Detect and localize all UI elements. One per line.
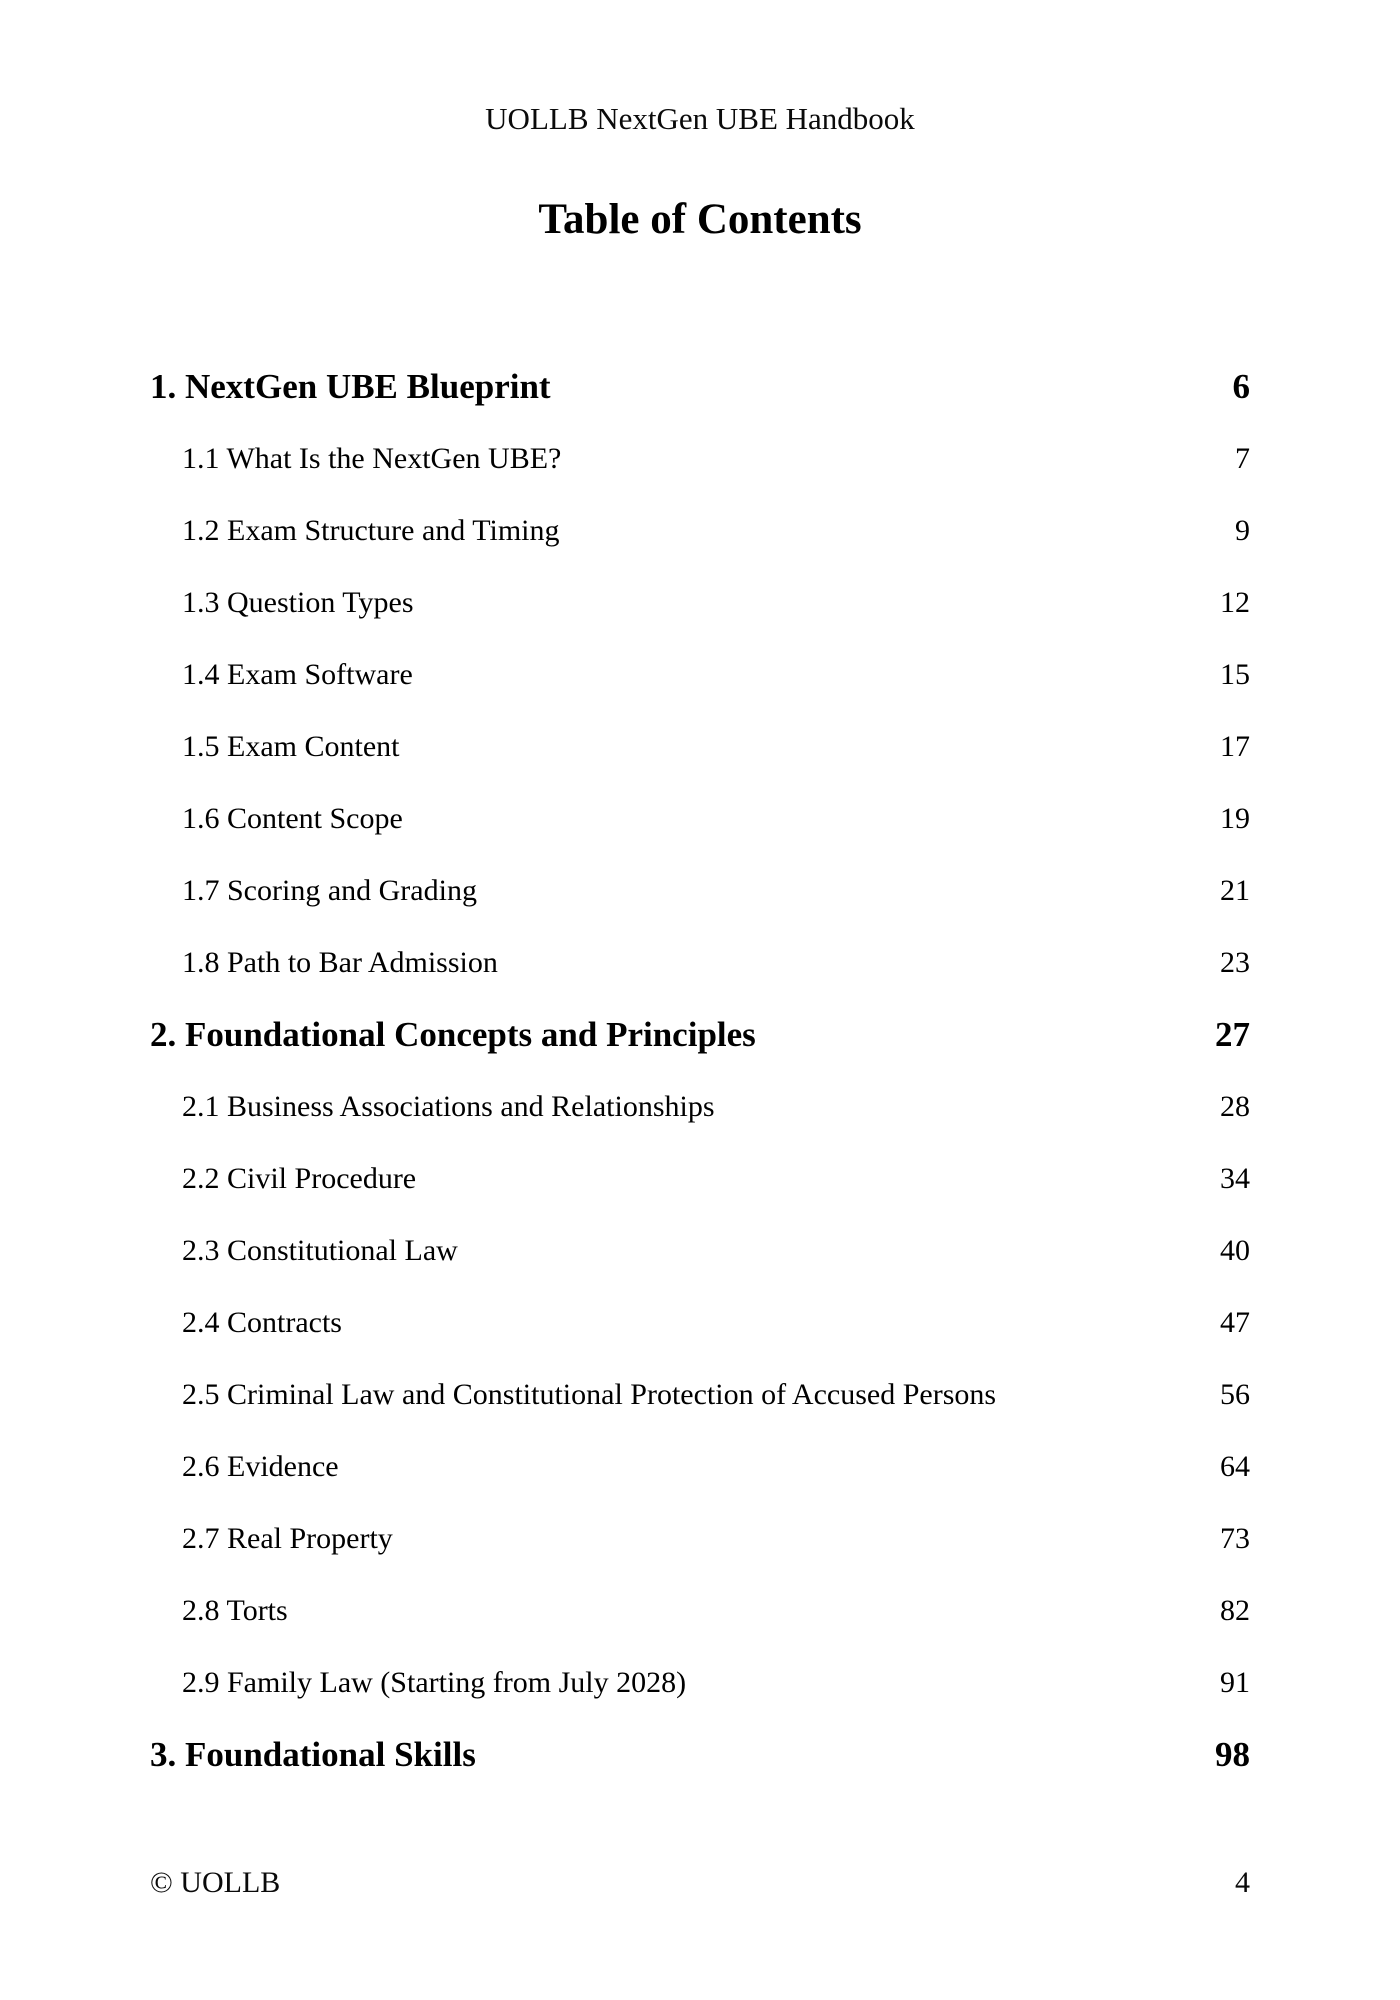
toc-entry-page-number: 64 — [1220, 1450, 1250, 1483]
toc-entry — [150, 1647, 1250, 1719]
footer-page-number: 4 — [1235, 1866, 1250, 1899]
toc-entry-page-number: 19 — [1220, 802, 1250, 835]
table-of-contents — [150, 351, 1250, 1791]
toc-entry-page-number: 7 — [1235, 442, 1250, 475]
toc-entry-label: 3. Foundational Skills — [150, 1735, 476, 1774]
toc-entry — [150, 783, 1250, 855]
toc-entry-page-number: 56 — [1220, 1378, 1250, 1411]
toc-entry — [150, 1503, 1250, 1575]
toc-entry-page-number: 82 — [1220, 1594, 1250, 1627]
toc-entry-label: 2.6 Evidence — [182, 1450, 339, 1483]
toc-entry-page-number: 15 — [1220, 658, 1250, 691]
toc-entry-page-number: 91 — [1220, 1666, 1250, 1699]
toc-entry-page-number: 23 — [1220, 946, 1250, 979]
toc-entry — [150, 1359, 1250, 1431]
toc-entry-page-number: 47 — [1220, 1306, 1250, 1339]
toc-entry-label: 2.1 Business Associations and Relationships — [182, 1090, 715, 1123]
toc-entry — [150, 639, 1250, 711]
toc-entry-label: 1.4 Exam Software — [182, 658, 413, 691]
toc-entry-label: 2.9 Family Law (Starting from July 2028) — [182, 1666, 687, 1699]
toc-entry-label: 2. Foundational Concepts and Principles — [150, 1015, 756, 1054]
toc-entry-label: 2.5 Criminal Law and Constitutional Protection of Accused Persons — [182, 1378, 997, 1411]
toc-entry-page-number: 34 — [1220, 1162, 1250, 1195]
toc-entry-page-number: 17 — [1220, 730, 1250, 763]
toc-entry — [150, 351, 1250, 423]
toc-entry — [150, 1071, 1250, 1143]
toc-entry — [150, 1287, 1250, 1359]
toc-entry — [150, 423, 1250, 495]
toc-entry — [150, 1143, 1250, 1215]
toc-entry-page-number: 98 — [1215, 1735, 1250, 1774]
toc-entry-label: 1.2 Exam Structure and Timing — [182, 514, 560, 547]
toc-entry-page-number: 6 — [1232, 367, 1250, 406]
toc-entry — [150, 711, 1250, 783]
toc-entry-label: 1.5 Exam Content — [182, 730, 400, 763]
toc-entry-label: 1.6 Content Scope — [182, 802, 403, 835]
toc-entry-page-number: 9 — [1235, 514, 1250, 547]
toc-entry — [150, 1431, 1250, 1503]
toc-entry-label: 1.7 Scoring and Grading — [182, 874, 477, 907]
page-footer — [150, 1866, 1250, 1899]
toc-entry-label: 2.2 Civil Procedure — [182, 1162, 417, 1195]
toc-entry-label: 2.8 Torts — [182, 1594, 288, 1627]
toc-entry-label: 2.7 Real Property — [182, 1522, 393, 1555]
toc-entry-page-number: 27 — [1215, 1015, 1250, 1054]
running-header: UOLLB NextGen UBE Handbook — [485, 101, 915, 136]
toc-entry — [150, 495, 1250, 567]
toc-entry — [150, 1215, 1250, 1287]
toc-entry — [150, 999, 1250, 1071]
toc-entry — [150, 855, 1250, 927]
toc-entry — [150, 567, 1250, 639]
toc-entry-label: 2.3 Constitutional Law — [182, 1234, 458, 1267]
toc-entry-label: 2.4 Contracts — [182, 1306, 342, 1339]
toc-entry — [150, 1719, 1250, 1791]
toc-entry-page-number: 73 — [1220, 1522, 1250, 1555]
toc-entry-label: 1. NextGen UBE Blueprint — [150, 367, 551, 406]
toc-entry-page-number: 12 — [1220, 586, 1250, 619]
copyright-notice: © UOLLB — [150, 1866, 281, 1899]
toc-entry-page-number: 40 — [1220, 1234, 1250, 1267]
page-title: Table of Contents — [538, 196, 862, 243]
toc-entry-label: 1.3 Question Types — [182, 586, 414, 619]
toc-entry-label: 1.1 What Is the NextGen UBE? — [182, 442, 562, 475]
toc-entry-label: 1.8 Path to Bar Admission — [182, 946, 498, 979]
toc-entry-page-number: 21 — [1220, 874, 1250, 907]
toc-entry — [150, 927, 1250, 999]
toc-entry-page-number: 28 — [1220, 1090, 1250, 1123]
toc-entry — [150, 1575, 1250, 1647]
